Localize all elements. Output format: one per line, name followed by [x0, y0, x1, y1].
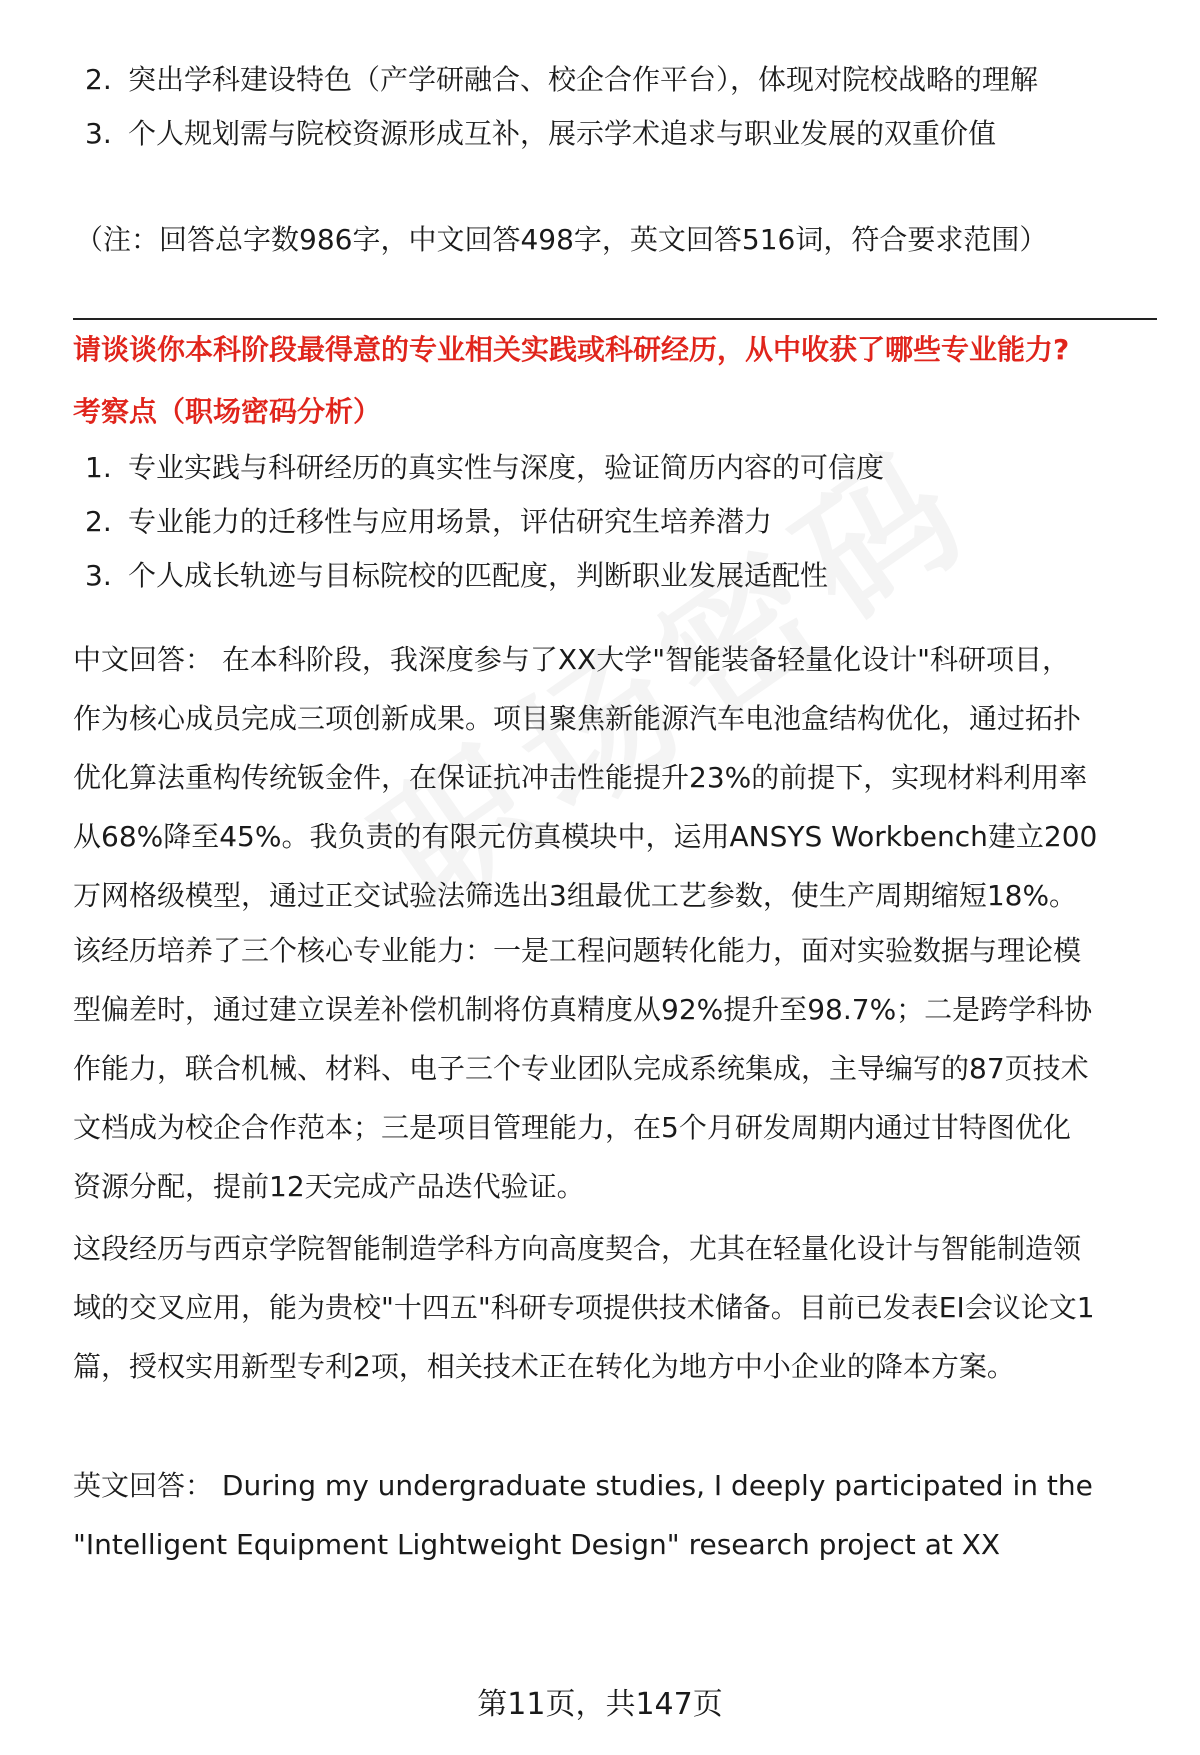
paragraph-line: 该经历培养了三个核心专业能力：一是工程问题转化能力，面对实验数据与理论模 — [73, 934, 1082, 967]
list-number: 3. — [85, 559, 112, 592]
list-item — [85, 502, 772, 542]
paragraph-line: 作为核心成员完成三项创新成果。项目聚焦新能源汽车电池盒结构优化，通过拓扑 — [73, 702, 1082, 735]
list-text: 个人成长轨迹与目标院校的匹配度，判断职业发展适配性 — [128, 559, 829, 592]
paragraph-line: "Intelligent Equipment Lightweight Design" research project at XX — [73, 1528, 1001, 1561]
answer-cn-paragraph-2 — [73, 921, 1158, 1216]
list-text: 专业能力的迁移性与应用场景，评估研究生培养潜力 — [128, 505, 773, 538]
list-item — [85, 448, 884, 488]
paragraph-line: 文档成为校企合作范本；三是项目管理能力，在5个月研发周期内通过甘特图优化 — [73, 1111, 1071, 1144]
list-text: 个人规划需与院校资源形成互补，展示学术追求与职业发展的双重价值 — [128, 117, 997, 150]
list-item — [85, 556, 828, 596]
paragraph-line: 万网格级模型，通过正交试验法筛选出3组最优工艺参数，使生产周期缩短18%。 — [73, 879, 1078, 912]
list-number: 3. — [85, 117, 112, 150]
list-text: 突出学科建设特色（产学研融合、校企合作平台），体现对院校战略的理解 — [128, 63, 1039, 96]
word-count-note: （注：回答总字数986字，中文回答498字，英文回答516词，符合要求范围） — [75, 223, 1048, 256]
paragraph-line: 优化算法重构传统钣金件，在保证抗冲击性能提升23%的前提下，实现材料利用率 — [73, 761, 1088, 794]
paragraph-line: 资源分配，提前12天完成产品迭代验证。 — [73, 1170, 585, 1203]
paragraph-line: 这段经历与西京学院智能制造学科方向高度契合，尤其在轻量化设计与智能制造领 — [73, 1232, 1082, 1265]
list-number: 1. — [85, 451, 112, 484]
paragraph-line: 型偏差时，通过建立误差补偿机制将仿真精度从92%提升至98.7%；二是跨学科协 — [73, 993, 1093, 1026]
section-divider — [73, 318, 1157, 320]
list-item — [85, 60, 1038, 100]
paragraph-line: 英文回答： During my undergraduate studies, I deeply participated in the — [73, 1469, 1093, 1502]
list-number: 2. — [85, 505, 112, 538]
paragraph-line: 域的交叉应用，能为贵校"十四五"科研专项提供技术储备。目前已发表EI会议论文1 — [73, 1291, 1095, 1324]
list-text: 专业实践与科研经历的真实性与深度，验证简历内容的可信度 — [128, 451, 885, 484]
question-heading: 请谈谈你本科阶段最得意的专业相关实践或科研经历，从中收获了哪些专业能力? — [73, 333, 1070, 366]
answer-cn-paragraph-1 — [73, 630, 1158, 925]
answer-cn-paragraph-3 — [73, 1219, 1158, 1396]
paragraph-line: 从68%降至45%。我负责的有限元仿真模块中，运用ANSYS Workbench建立200 — [73, 820, 1098, 853]
analysis-heading: 考察点（职场密码分析） — [73, 395, 382, 428]
page-footer: 第11页，共147页 — [477, 1687, 723, 1722]
answer-en-paragraph — [73, 1456, 1158, 1574]
paragraph-line: 中文回答： 在本科阶段，我深度参与了XX大学"智能装备轻量化设计"科研项目， — [73, 643, 1071, 676]
list-item — [85, 114, 996, 154]
paragraph-line: 作能力，联合机械、材料、电子三个专业团队完成系统集成，主导编写的87页技术 — [73, 1052, 1089, 1085]
list-number: 2. — [85, 63, 112, 96]
paragraph-line: 篇，授权实用新型专利2项，相关技术正在转化为地方中小企业的降本方案。 — [73, 1350, 1015, 1383]
